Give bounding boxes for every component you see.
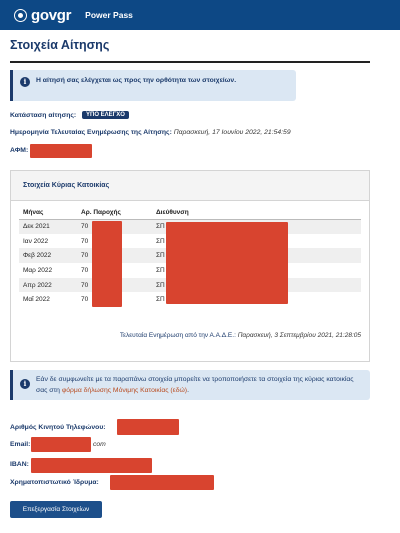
month-cell: Φεβ 2022 (19, 248, 77, 263)
page-title: Στοιχεία Αίτησης (10, 38, 110, 52)
email-suffix: com (93, 441, 106, 448)
meter-cell: 70 (81, 296, 89, 304)
app-name[interactable]: Power Pass (85, 10, 133, 20)
meter-cell: 70 (77, 248, 152, 263)
address-cell: ΣΠ (156, 266, 165, 274)
addresses-redacted (166, 222, 288, 304)
residence-card-footer (120, 332, 361, 339)
afm-label: ΑΦΜ: (10, 147, 29, 154)
bank-redacted-value (110, 475, 214, 490)
aade-update-label: Τελευταία Ενημέρωση από την Α.Α.Δ.Ε.: (119, 332, 236, 339)
modify-notice (10, 370, 370, 400)
last-update-row (10, 129, 291, 136)
month-cell: Ιαν 2022 (23, 237, 49, 245)
notice-accent-bar (10, 70, 13, 101)
afm-redacted-value (30, 144, 92, 158)
title-divider (10, 61, 370, 63)
meter-cell: 70 (81, 237, 89, 245)
aade-update-value: Παρασκευή, 3 Σεπτεμβρίου 2021, 21:28:05 (237, 332, 361, 339)
column-header-address: Διεύθυνση (152, 207, 361, 219)
meter-cell: 70 (81, 266, 89, 274)
edit-details-button[interactable]: Επεξεργασία Στοιχείων (10, 501, 102, 518)
modify-notice-period: . (187, 387, 189, 394)
modify-notice-body: Εάν δε συμφωνείτε με τα παραπάνω στοιχεία μπορείτε να τροποποιήσετε τα στοιχεία της κύριας κατοικίας σας στη (36, 376, 354, 394)
bank-label: Χρηματοπιστωτικό Ίδρυμα: (10, 479, 99, 486)
top-header-bar (0, 0, 400, 30)
iban-redacted-value (31, 458, 152, 473)
notice-accent-bar (10, 370, 13, 400)
address-cell: ΣΠ (156, 237, 165, 245)
email-label: Email: (10, 441, 31, 448)
review-notice-text: Η αίτησή σας ελέγχεται ως προς την ορθότητα των στοιχείων. (36, 77, 237, 84)
table-header-row (19, 207, 361, 219)
meter-cell: 70 (77, 278, 152, 293)
last-update-value: Παρασκευή, 17 Ιουνίου 2022, 21:54:59 (173, 129, 291, 136)
month-cell: Απρ 2022 (19, 278, 77, 293)
month-cell: Μαρ 2022 (23, 266, 53, 274)
review-notice (10, 70, 296, 101)
month-cell: Δεκ 2021 (19, 219, 77, 234)
modify-notice-text (36, 374, 364, 396)
address-cell: ΣΠ (152, 248, 361, 263)
permanent-residence-form-link[interactable]: φόρμα δήλωσης Μόνιμης Κατοικίας (εδώ) (61, 387, 188, 394)
last-update-label: Ημερομηνία Τελευταίας Ενημέρωσης της Αίτησης: (10, 129, 172, 136)
column-header-month: Μήνας (19, 207, 77, 219)
column-header-meter: Αρ. Παροχής (77, 207, 152, 219)
govgr-logo[interactable]: govgr (31, 6, 72, 24)
meter-numbers-redacted (92, 221, 122, 307)
info-icon: i (20, 379, 30, 389)
residence-card-title: Στοιχεία Κύριας Κατοικίας (11, 171, 369, 201)
status-badge: ΥΠΟ ΕΛΕΓΧΟ (82, 111, 129, 119)
phone-redacted-value (117, 419, 179, 435)
month-cell: Μαΐ 2022 (23, 296, 50, 304)
phone-label: Αριθμός Κινητού Τηλεφώνου: (10, 424, 106, 431)
email-redacted-value (31, 437, 91, 452)
address-cell: ΣΠ (156, 296, 165, 304)
meter-cell: 70 (77, 219, 152, 234)
address-cell: ΣΠ (152, 278, 361, 293)
iban-label: IBAN: (10, 461, 29, 468)
govgr-emblem-icon (14, 9, 27, 22)
status-label: Κατάσταση αίτησης: (10, 112, 77, 119)
info-icon: i (20, 77, 30, 87)
address-cell: ΣΠ (152, 219, 361, 234)
